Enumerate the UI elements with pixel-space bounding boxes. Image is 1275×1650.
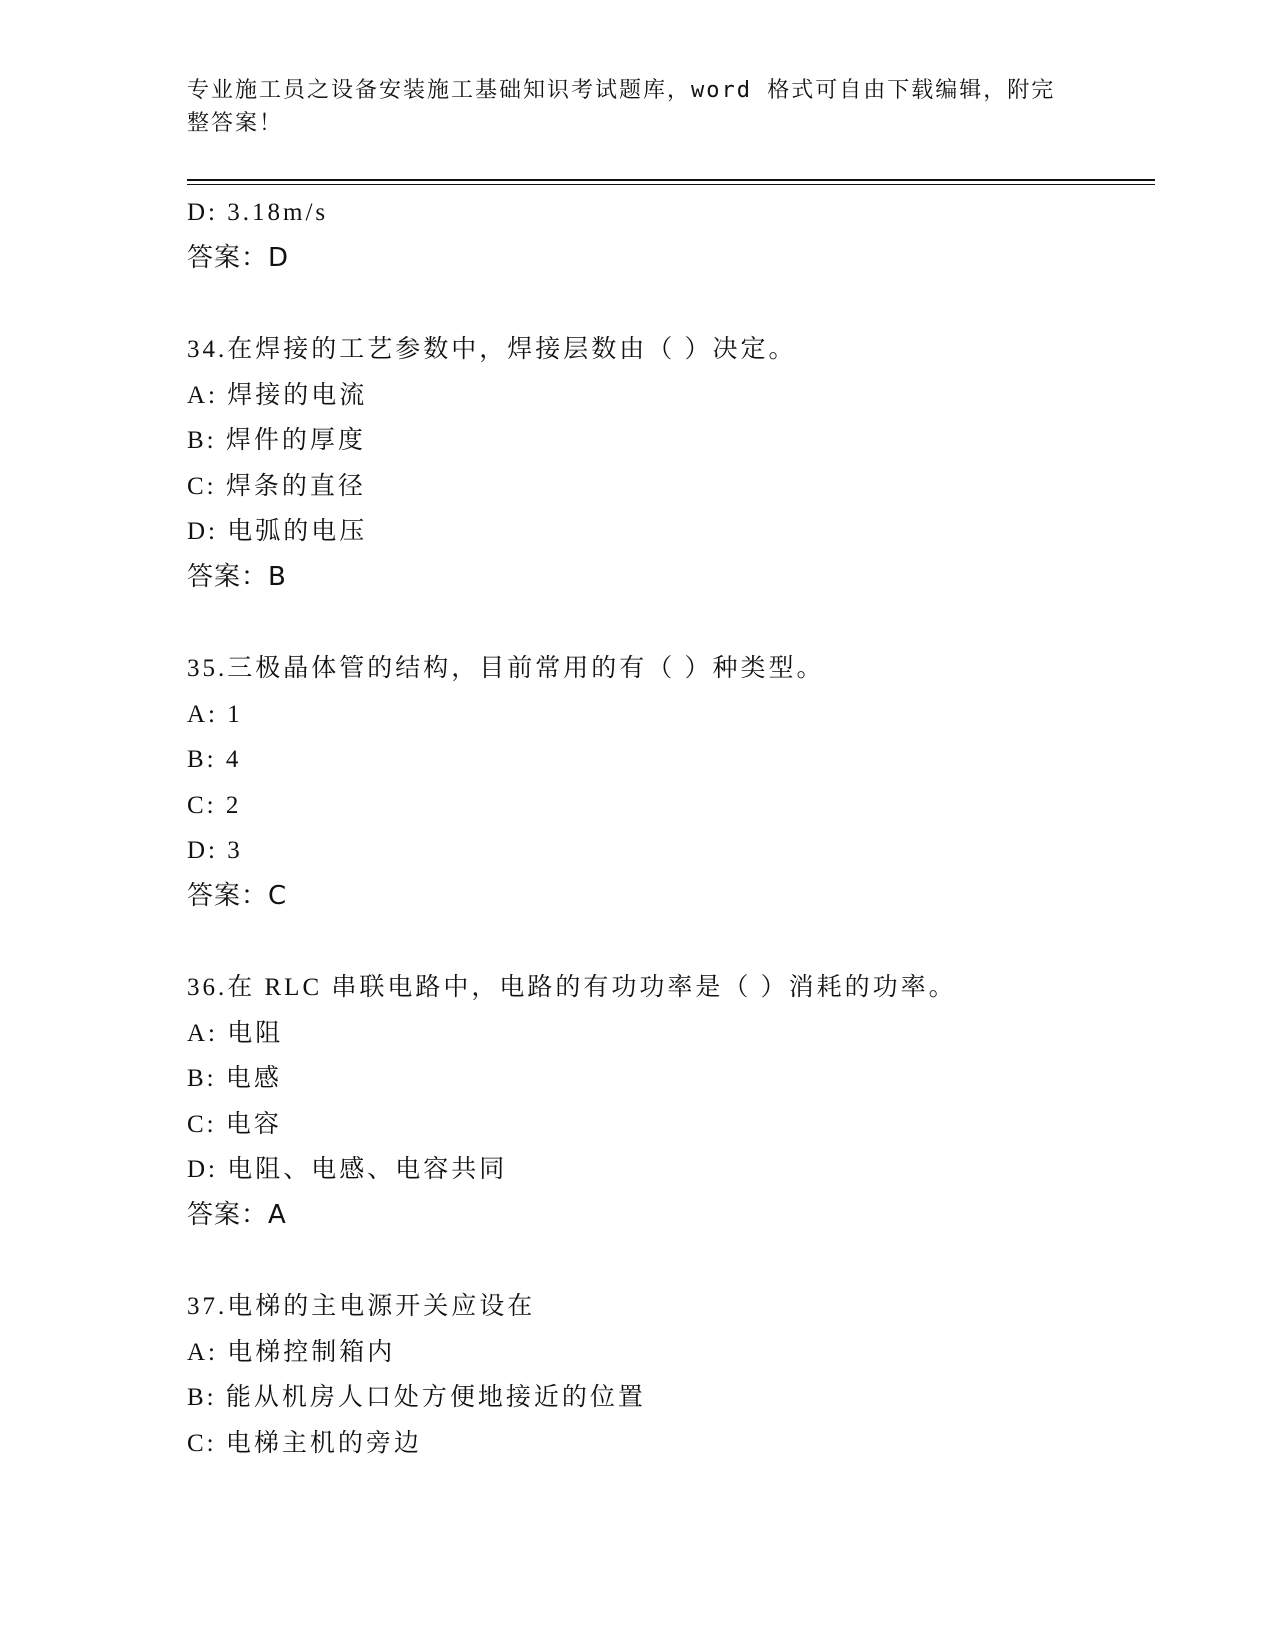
option-c: C: 电容	[187, 1110, 282, 1138]
question-stem: 36.在 RLC 串联电路中，电路的有功功率是（ ）消耗的功率。	[187, 974, 957, 1001]
spacer	[187, 600, 1155, 646]
option-a: A: 电阻	[187, 1019, 284, 1047]
answer-line: 答案：A	[187, 1199, 287, 1230]
answer-line: 答案：B	[187, 561, 287, 592]
question-stem: 37.电梯的主电源开关应设在	[187, 1293, 536, 1320]
option-c: C: 2	[187, 791, 242, 819]
question-36	[187, 965, 1155, 1238]
option-d: D: 3.18m/s	[187, 199, 329, 226]
header-rule-thick	[187, 179, 1155, 181]
question-37	[187, 1284, 1155, 1466]
document-body	[187, 190, 1155, 1466]
answer-line: 答案：D	[187, 242, 290, 273]
header-rule-thin	[187, 184, 1155, 185]
option-a: A: 焊接的电流	[187, 381, 368, 409]
spacer	[187, 1238, 1155, 1284]
answer-line: 答案：C	[187, 880, 288, 911]
option-b: B: 能从机房人口处方便地接近的位置	[187, 1384, 646, 1411]
option-a: A: 1	[187, 700, 243, 728]
header-line-2: 整答案！	[187, 111, 284, 136]
question-34	[187, 327, 1155, 600]
header-line-1: 专业施工员之设备安装施工基础知识考试题库，word 格式可自由下载编辑，附完	[187, 78, 1056, 103]
option-d: D: 电阻、电感、电容共同	[187, 1156, 508, 1183]
option-a: A: 电梯控制箱内	[187, 1338, 396, 1366]
option-b: B: 4	[187, 746, 242, 773]
spacer	[187, 281, 1155, 327]
document-header	[187, 74, 1067, 140]
question-stem: 35.三极晶体管的结构，目前常用的有（ ）种类型。	[187, 655, 825, 682]
question-stem: 34.在焊接的工艺参数中，焊接层数由（ ）决定。	[187, 336, 797, 363]
spacer	[187, 919, 1155, 965]
option-c: C: 电梯主机的旁边	[187, 1429, 422, 1457]
option-b: B: 焊件的厚度	[187, 427, 366, 454]
option-c: C: 焊条的直径	[187, 472, 366, 500]
option-b: B: 电感	[187, 1065, 282, 1092]
option-d: D: 电弧的电压	[187, 518, 368, 545]
option-d: D: 3	[187, 837, 243, 864]
question-35	[187, 646, 1155, 919]
